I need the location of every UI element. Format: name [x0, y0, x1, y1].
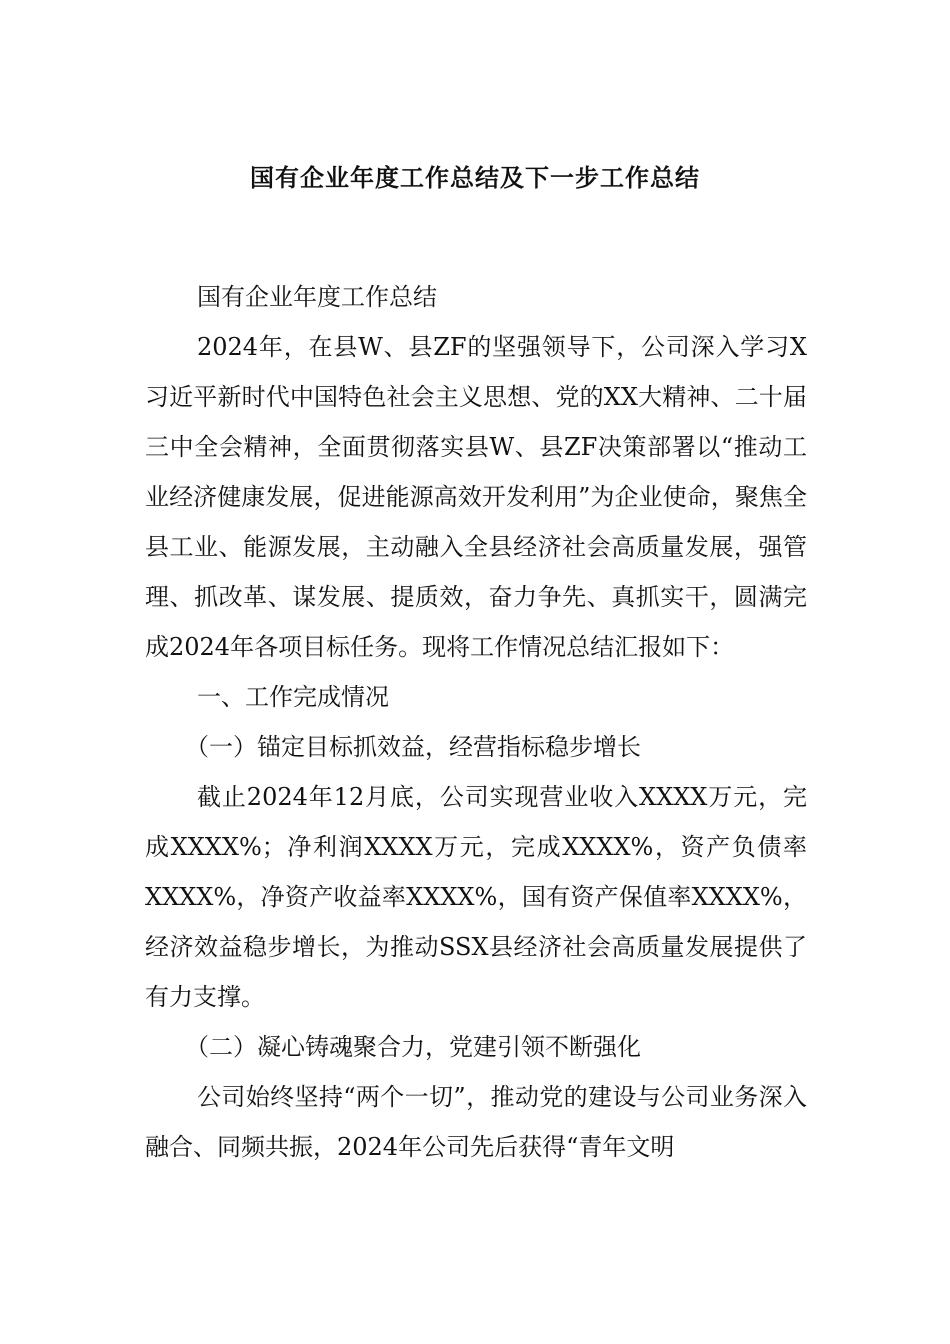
- paragraph-results: 截止2024年12月底，公司实现营业收入XXXX万元，完成XXXX%；净利润XXXX万元，完成XXXX%，资产负债率XXXX%，净资产收益率XXXX%，国有资产保值率XXXX%，经济效益稳步增长，为推动SSX县经济社会高质量发展提供了有力支撑。: [145, 783, 807, 1011]
- subsection-heading-1: （一）锚定目标抓效益，经营指标稳步增长: [185, 733, 641, 761]
- document-heading: 国有企业年度工作总结: [197, 283, 437, 311]
- paragraph-intro: 2024年，在县W、县ZF的坚强领导下，公司深入学习X习近平新时代中国特色社会主义思想、党的XX大精神、二十届三中全会精神，全面贯彻落实县W、县ZF决策部署以“推动工业经济健康发展，促进能源高效开发利用”为企业使命，聚焦全县工业、能源发展，主动融入全县经济社会高质量发展，强管理、抓改革、谋发展、提质效，奋力争先、真抓实干，圆满完成2024年各项目标任务。现将工作情况总结汇报如下：: [145, 333, 807, 661]
- document-title: 国有企业年度工作总结及下一步工作总结: [250, 163, 700, 192]
- subsection-heading-2: （二）凝心铸魂聚合力，党建引领不断强化: [185, 1033, 641, 1061]
- section-heading-1: 一、工作完成情况: [197, 683, 389, 711]
- document-body: [145, 272, 807, 1172]
- paragraph-party-building: 公司始终坚持“两个一切”，推动党的建设与公司业务深入融合、同频共振，2024年公司先后获得“青年文明: [145, 1083, 807, 1161]
